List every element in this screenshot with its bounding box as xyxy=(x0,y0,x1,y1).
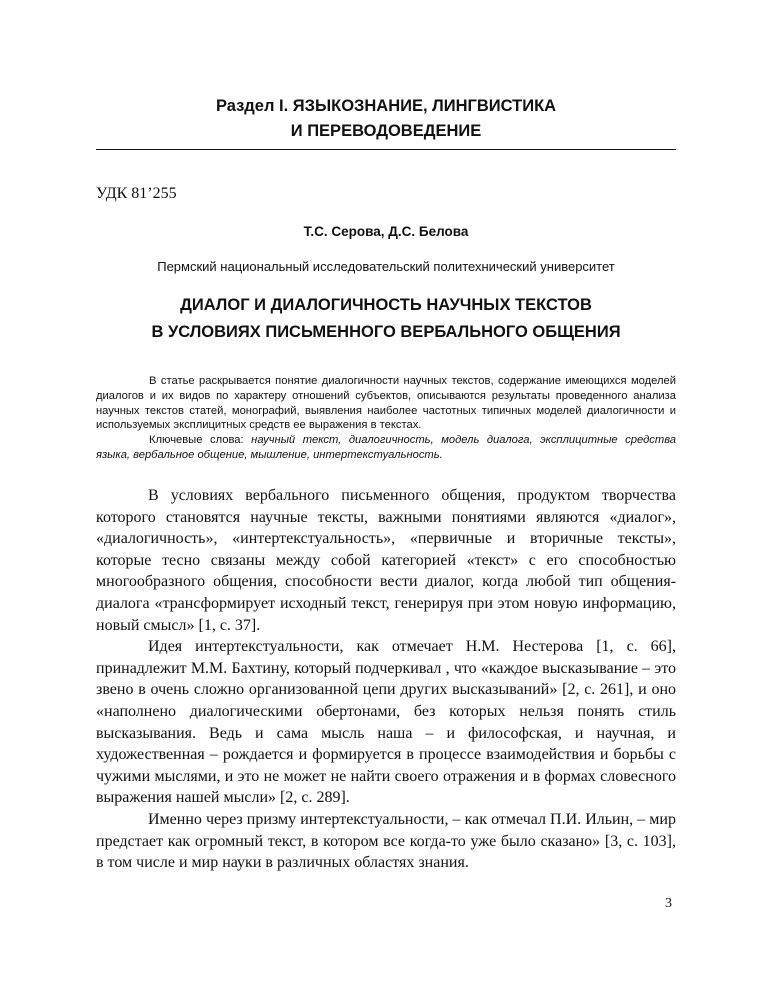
article-title xyxy=(96,292,676,346)
body-paragraph-2: Идея интертекстуальности, как отмечает Н.М. Нестерова [1, с. 66], принадлежит М.М. Бахтину, который подчеркивал , что «каждое высказывание – это звено в очень сложно организованной цепи других высказываний» [2, с. 261], и оно «наполнено диалогическими обертонами, без которых нельзя понять стиль высказывания. Ведь и сама мысль наша – и философская, и научная, и художественная – рождается и формируется в процессе взаимодействия и борьбы с чужими мыслями, и это не может не найти своего отражения и в формах словесного выражения нашей мысли» [2, с. 289]. xyxy=(96,638,676,807)
authors: Т.С. Серова, Д.С. Белова xyxy=(303,224,469,239)
keywords-list: научный текст, диалогичность, модель диалога, эксплицитные средства языка, вербальное общение, мышление, интертекстуальность. xyxy=(96,434,677,461)
section-heading xyxy=(96,94,676,144)
keywords xyxy=(96,433,676,463)
abstract xyxy=(96,374,676,463)
udk-code: УДК 81’255 xyxy=(96,185,177,202)
section-heading-line-1: Раздел I. ЯЗЫКОЗНАНИЕ, ЛИНГВИСТИКА xyxy=(215,97,557,115)
keywords-label: Ключевые слова: xyxy=(149,434,244,447)
section-divider xyxy=(96,149,676,150)
affiliation: Пермский национальный исследовательский политехнический университет xyxy=(157,259,615,274)
page-number: 3 xyxy=(665,896,672,911)
body-paragraph-1: В условиях вербального письменного общения, продуктом творчества которого становятся научные тексты, важными понятиями являются «диалог», «диалогичность», «интертекстуальность», «первичные и вторичные тексты», которые тесно связаны между собой категорией «текст» с его способностью многообразного общения, способности вести диалог, когда любой тип общения-диалога «трансформирует исходный текст, генерируя при этом новую информацию, новый смысл» [1, с. 37]. xyxy=(96,487,676,634)
article-body xyxy=(96,485,676,874)
body-paragraph-3: Именно через призму интертекстуальности, – как отмечал П.И. Ильин, – мир предстает как огромный текст, в котором все когда-то уже было сказано» [3, с. 103], в том числе и мир науки в различных областях знания. xyxy=(96,810,676,872)
article-title-line-1: ДИАЛОГ И ДИАЛОГИЧНОСТЬ НАУЧНЫХ ТЕКСТОВ xyxy=(180,296,592,314)
section-heading-line-2: И ПЕРЕВОДОВЕДЕНИЕ xyxy=(290,122,482,140)
article-title-line-2: В УСЛОВИЯХ ПИСЬМЕННОГО ВЕРБАЛЬНОГО ОБЩЕНИЯ xyxy=(151,323,621,341)
abstract-text: В статье раскрывается понятие диалогичности научных текстов, содержание имеющихся моделей диалогов и их видов по характеру отношений субъектов, описываются результаты проведенного анализа научных текстов статей, монографий, выявления наиболее частотных типичных моделей диалогичности и используемых эксплицитных средств ее выражения в текстах. xyxy=(96,375,676,432)
